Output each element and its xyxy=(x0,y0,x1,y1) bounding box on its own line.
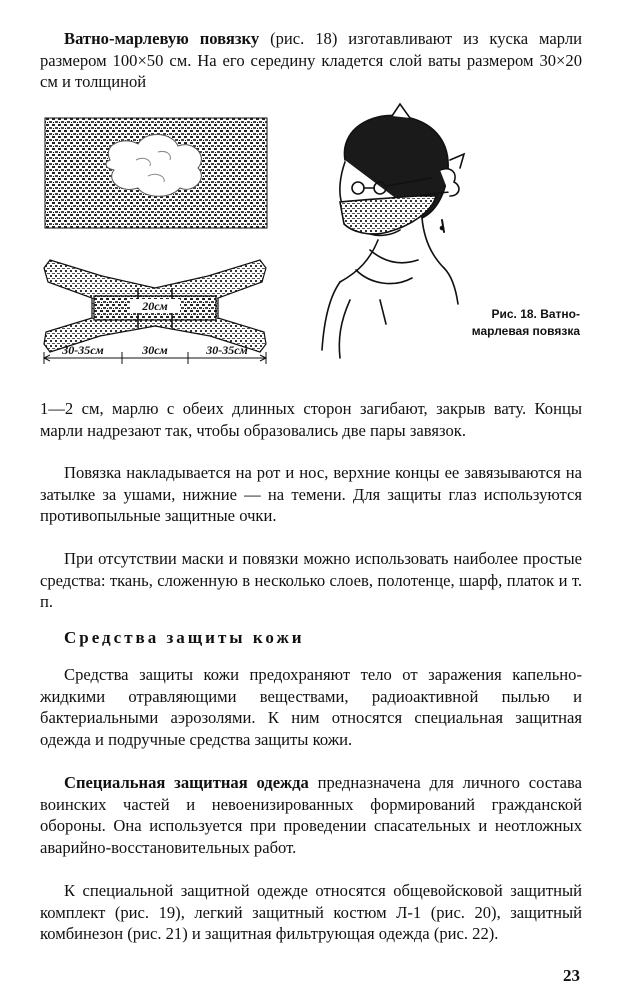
paragraph-text: (рис. 18) изготавливают из куска марли размером 100×50 см. На его середину кладется слой ваты размером 30×20 см и толщиной xyxy=(40,29,582,91)
paragraph-text: предназначена для личного состава воинских частей и невоенизированных формирований гражданской обороны. Она используется при проведении спасательных и неотложных аварийно-восстановительных работ. xyxy=(40,773,583,857)
paragraph-skin-protection: Средства защиты кожи предохраняют тело от заражения капельно-жидкими отравляющими веществами, радиоактивной пылью и бактериальными аэрозолями. К ним относятся специальная защитная одежда и подручные средства защиты кожи. xyxy=(40,665,582,749)
section-heading: Средства защиты кожи xyxy=(64,628,305,647)
figure-18-drawing xyxy=(40,100,585,400)
page-number: 23 xyxy=(563,966,580,985)
paragraph-special-clothing xyxy=(40,772,582,858)
figure-18 xyxy=(40,100,585,400)
label-segment-left: 30-35см xyxy=(62,343,104,357)
folded-bandage xyxy=(44,260,266,364)
gauze-with-cotton xyxy=(45,118,267,228)
label-segment-middle: 30см xyxy=(142,343,168,357)
label-segment-right: 30-35см xyxy=(206,343,248,357)
paragraph-intro xyxy=(40,28,582,93)
bold-term: Специальная защитная одежда xyxy=(64,773,309,792)
person-with-bandage-illustration xyxy=(322,104,464,358)
bold-term: Ватно-марлевую повязку xyxy=(64,29,260,48)
paragraph-fold: 1—2 см, марлю с обеих длинных сторон загибают, закрыв вату. Концы марли надрезают так, чтобы образовались две пары завязок. xyxy=(40,399,582,440)
label-center-width: 20см xyxy=(142,299,168,313)
figure-caption: Рис. 18. Ватно-марлевая повязка xyxy=(471,307,580,338)
paragraph-application: Повязка накладывается на рот и нос, верхние концы ее завязываются на затылке за ушами, нижние — на темени. Для защиты глаз используются противопыльные защитные очки. xyxy=(40,463,582,525)
paragraph-alternatives: При отсутствии маски и повязки можно использовать наиболее простые средства: ткань, сложенную в несколько слоев, полотенце, шарф, платок и т. п. xyxy=(40,549,582,611)
paragraph-clothing-types: К специальной защитной одежде относятся общевойсковой защитный комплект (рис. 19), легкий защитный костюм Л-1 (рис. 20), защитный комбинезон (рис. 21) и защитная фильтрующая одежда (рис. 22). xyxy=(40,881,582,943)
